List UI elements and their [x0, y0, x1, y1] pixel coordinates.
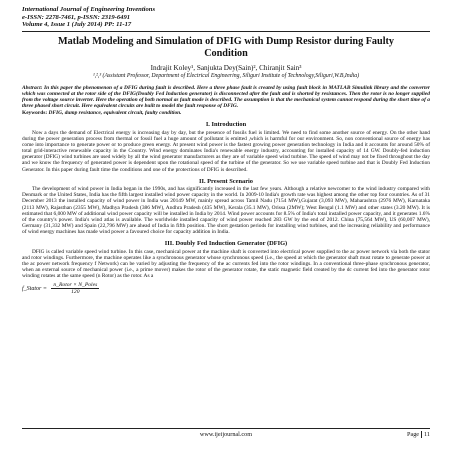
section-paragraph: DFIG is called variable speed wind turbine. In this case, mechanical power at the machine shaft is converted into electrical power supplied to the ac power network via both the stator and rotor windings. Furthermore, the machine operates like a synchronous generator whose synchronous speed (i.e., the speed at which the generator shaft must rotate to generate power at the ac power network frequency f Network) can be varied by adjusting the frequency of the ac currents fed into the rotor windings. In a conventional three-phase synchronous generator, when an external source of mechanical power (i.e., a prime mover) makes the rotor of the generator rotate, the static magnetic field created by the dc current fed into the generator rotor winding rotates at the same speed (n Rotor) as the rotor. As a: [22, 248, 430, 280]
equation-lhs: f_Stator =: [22, 285, 47, 292]
abstract: [22, 85, 430, 110]
journal-header: [22, 6, 430, 29]
section-introduction: [22, 121, 430, 173]
section-title: III. Doubly Fed Induction Generator (DFIG): [164, 240, 288, 248]
paper-title: Matlab Modeling and Simulation of DFIG with Dump Resistor during Faulty Condition: [57, 35, 395, 59]
equation-numerator: n_Rotor × N_Poles: [53, 281, 98, 288]
footer-url[interactable]: www.ijeijournal.com: [199, 431, 253, 438]
header-rule: [22, 31, 430, 32]
section-dfig: [22, 240, 430, 279]
section-present-scenario: [22, 178, 430, 236]
journal-volume: Volume 4, Issue 1 (July 2014) PP: 11-17: [22, 21, 132, 29]
section-paragraph: Now a days the demand of Electrical energy is increasing day by day, but the presence of fossils fuel is limited. We need to find some another source of energy. On the other hand during the power generation process from thermal or fossil fuel a huge amount of pollutant is emitted ,which is harmful for our environment. So, non conventional source of energy has come into importance to generate power or to produce green energy. At present wind power is the fastest growing power generation technology in India and it accounts for around 50% of total grid-interactive renewable capacity in the Country. Wind energy dominates India's renewable energy industry, accounting for installed capacity of 14 GW. Doubly-fed induction generator (DFIG) wind turbines are used widely by all the wind generator manufacturers as they are of variable speed wind turbine. The speed of wind may not be fixed throughout the day and we know the frequency of generated power is dependent upon the rotational speed of the turbine of the generator. So we use variable speed turbine and that is Doubly Fed Induction Generator. In this paper during fault time the conditions and one of the protections of DFIG is described.: [22, 129, 430, 173]
footer-page-value: 11: [424, 431, 430, 438]
equation-fraction: [51, 282, 99, 295]
paper-authors: Indrajit Koley¹, Sanjukta Dey(Sain)², Chiranjit Sain³: [150, 63, 302, 72]
abstract-label: Abstract:: [22, 84, 43, 91]
section-title: I. Introduction: [205, 121, 247, 129]
footer-page-label: Page: [407, 431, 420, 438]
journal-issn: e-ISSN: 2278-7461, p-ISSN: 2319-6491: [22, 13, 131, 21]
equation-stator-frequency: [22, 282, 430, 295]
paper-affiliation: ¹,²,³ (Assistant Professor, Department of Electrical Engineering, Siliguri Institute of Technology,Siliguri,W.B,India): [92, 73, 360, 80]
footer-page-number: [407, 431, 430, 439]
journal-name: International Journal of Engineering Inventions: [22, 6, 156, 13]
keywords-text: DFIG, dump resistance, equivalent circuit, faulty condition.: [48, 110, 182, 117]
footer-page-separator: [421, 431, 422, 438]
abstract-text: In this paper the phenomenon of a DFIG during fault is described. Here a three phase fault is created by using fault block in MATLAB Simulink library and the converter which was connected at the rotor side of the DFIG(Doubly Fed Induction generator) is disconnected after the fault and is shorted by resistances. Then the rotor is no longer supplied from the voltage source inverter. Here the operation of both normal as fault mode is described. The assumption is that the mechanical system cannot respond during the short time of a three phased short circuit. Here equivalent circuits are built to model the fault response of DFIG.: [22, 84, 430, 110]
keywords-label: Keywords:: [22, 110, 48, 117]
keywords: [22, 110, 430, 116]
section-paragraph: The development of wind power in India began in the 1990s, and has significantly increased in the last few years. Although a relative newcomer to the wind industry compared with Denmark or the United States, India has the fifth largest installed wind power capacity in the world. In 2009-10 India's growth rate was highest among the other top four countries. As of 31 December 2013 the installed capacity of wind power in India was 20149 MW, mainly spread across Tamil Nadu (7154 MW),Gujarat (3,093 MW), Maharashtra (2976 MW), Karnataka (2113 MW), Rajasthan (2355 MW), Madhya Pradesh (386 MW), Andhra Pradesh (435 MW), Kerala (35.1 MW), Orissa (2MW); West Bengal (1.1 MW) and other states (3.20 MW). It is estimated that 6,000 MW of additional wind power capacity will be installed in India by 2014. Wind power accounts for 8.5% of India's total installed power capacity, and it generates 1.6% of the country's power. India's wind atlas is available. The worldwide installed capacity of wind power reached 283 GW by the end of 2012. China (75,564 MW), US (60,007 MW), Germany (31,332 MW) and Spain (22,796 MW) are ahead of India in fifth position. The short gestation periods for installing wind turbines, and the increasing reliability and performance of wind energy machines has made wind power a favoured choice for capacity addition in India.: [22, 186, 430, 236]
footer-rule: [22, 428, 430, 429]
section-title: II. Present Scenario: [198, 177, 254, 185]
equation-denominator: 120: [71, 288, 80, 295]
